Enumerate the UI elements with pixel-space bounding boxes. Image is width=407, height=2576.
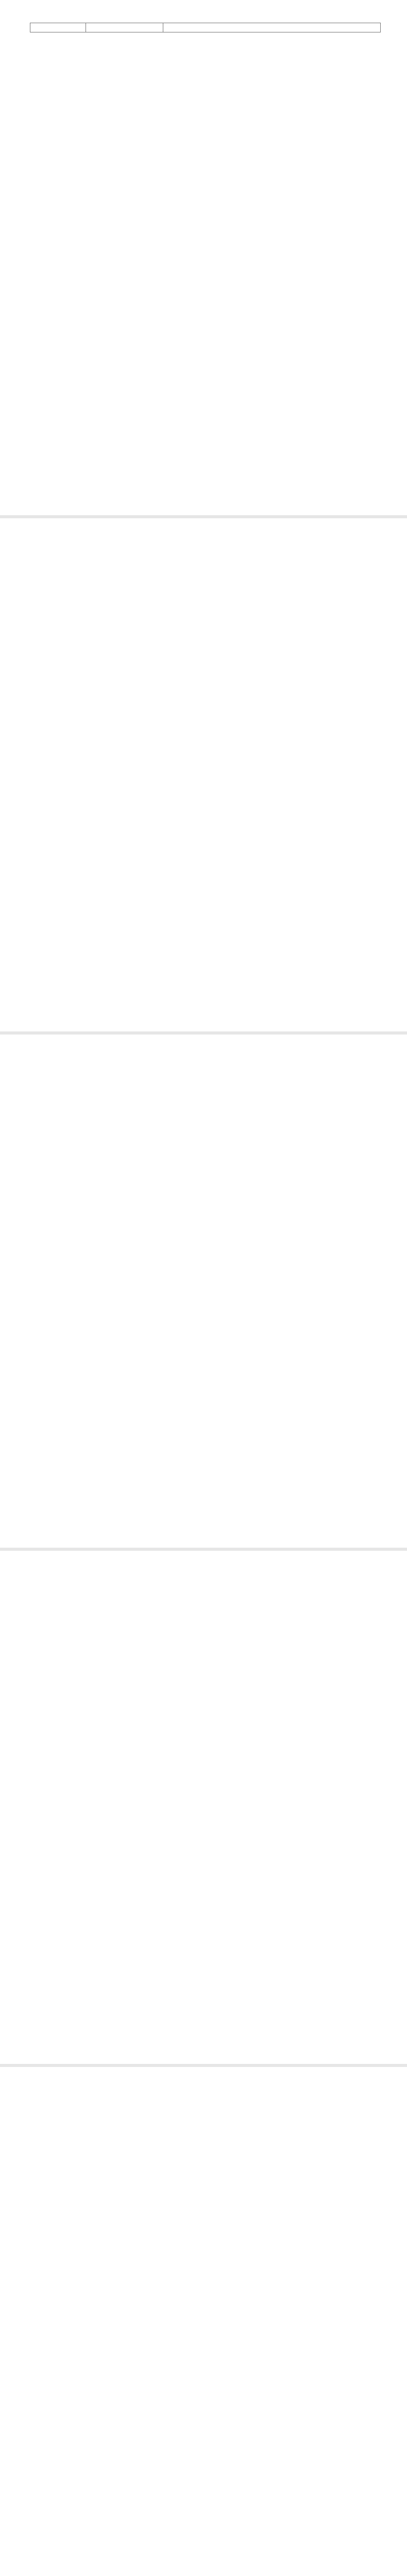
license-number-header: [30, 23, 86, 32]
page-3: [0, 1035, 407, 1548]
company-name-header: [86, 23, 163, 32]
page-5: [0, 2067, 407, 2576]
listing-table: [30, 23, 381, 32]
page-2: [0, 518, 407, 1031]
address-header: [163, 23, 381, 32]
page-4: [0, 1551, 407, 2064]
page-1: [0, 0, 407, 515]
header-row: [30, 23, 381, 32]
